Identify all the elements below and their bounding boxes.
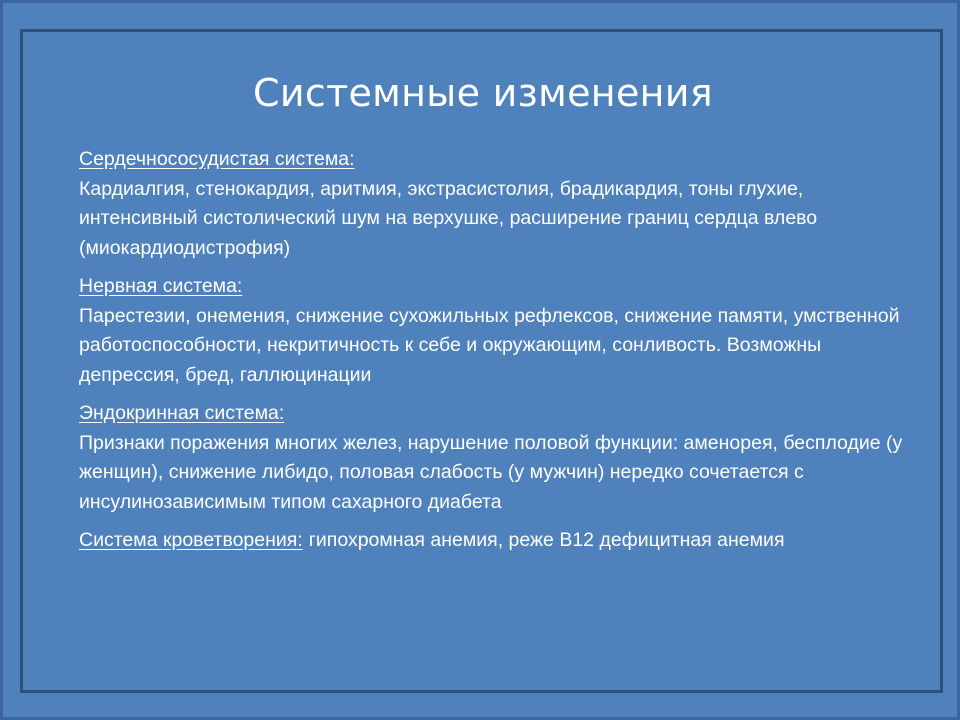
- section-hematopoietic: [79, 526, 909, 556]
- section-text: Парестезии, онемения, снижение сухожильных рефлексов, снижение памяти, умственной работоспособности, некритичность к себе и окружающим, сонливость. Возможны депрессия, бред, галлюцинации: [79, 304, 900, 386]
- section-heading: Эндокринная система:: [79, 402, 285, 424]
- slide-content: [79, 145, 909, 565]
- section-cardiovascular: [79, 145, 909, 263]
- section-heading: Система кроветворения:: [79, 529, 303, 551]
- section-heading: Сердечнососудистая система:: [79, 148, 355, 170]
- section-text: гипохромная анемия, реже В12 дефицитная анемия: [308, 529, 785, 551]
- section-nervous: [79, 272, 909, 390]
- section-text: Кардиалгия, стенокардия, аритмия, экстрасистолия, брадикардия, тоны глухие, интенсивный систолический шум на верхушке, расширение границ сердца влево (миокардиодистрофия): [79, 177, 818, 259]
- section-endocrine: [79, 399, 909, 517]
- slide-title: Системные изменения: [253, 71, 713, 115]
- section-heading: Нервная система:: [79, 275, 243, 297]
- section-text: Признаки поражения многих желез, нарушение половой функции: аменорея, бесплодие (у женщин), снижение либидо, половая слабость (у мужчин) нередко сочетается с инсулинозависимым типом сахарного диабета: [79, 431, 903, 513]
